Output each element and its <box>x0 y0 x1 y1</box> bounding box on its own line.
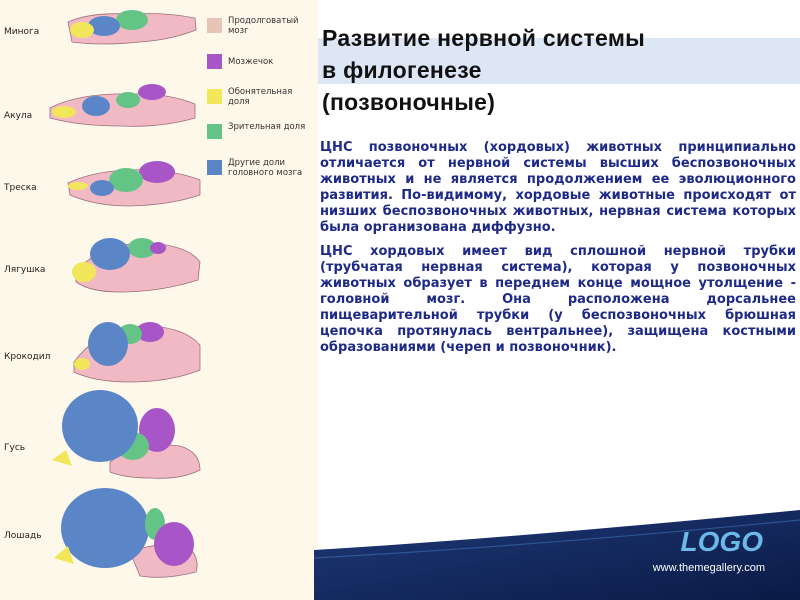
species-label-frog: Лягушка <box>4 265 46 275</box>
species-label-horse: Лошадь <box>4 531 42 541</box>
legend-label-cerebellum: Мозжечок <box>228 57 274 67</box>
species-label-goose: Гусь <box>4 443 26 453</box>
species-label-lamprey: Минога <box>4 27 40 37</box>
species-label-shark: Акула <box>4 111 33 121</box>
crocodile-brain <box>74 322 200 382</box>
slide-body <box>320 140 796 364</box>
legend-swatch-olfactory <box>207 89 222 104</box>
species-label-crocodile: Крокодил <box>4 352 51 362</box>
logo-text: LOGO <box>680 526 763 557</box>
goose-brain <box>52 390 200 478</box>
paragraph-2: ЦНС хордовых имеет вид сплошной нервной трубки (трубчатая нервная система), которая у позвоночных животных образует в переднем конце мощное утолщение - головной мозг. Она расположена дорсальнее пищеварительной трубки (у беспозвоночных брюшная цепочка протянулась вентральнее), защищена костными образованиями (череп и позвоночник). <box>320 244 796 355</box>
legend-label-olfactory: Обонятельная доля <box>228 87 293 107</box>
cod-brain <box>68 161 200 206</box>
brain-evolution-figure <box>0 0 318 600</box>
lamprey-brain <box>68 10 196 44</box>
website-text: www.themegallery.com <box>652 562 765 574</box>
legend-label-other: Другие доли головного мозга <box>228 158 303 178</box>
legend-swatch-medulla <box>207 18 222 33</box>
legend-swatch-other <box>207 160 222 175</box>
paragraph-1: ЦНС позвоночных (хордовых) животных принципиально отличается от нервной системы высших беспозвоночных животных и не является продолжением ее эволюционного развития. По-видимому, хордовые животные происходят от низших беспозвоночных животных, нервная система которых была организована диффузно. <box>320 140 796 235</box>
footer-banner <box>314 510 800 600</box>
species-label-cod: Треска <box>4 183 37 193</box>
horse-brain <box>54 488 197 577</box>
title-line-2: в филогенезе <box>322 57 482 83</box>
frog-brain <box>72 238 200 292</box>
legend-label-medulla: Продолговатый мозг <box>228 16 299 36</box>
title-line-3: (позвоночные) <box>322 89 496 115</box>
legend-swatch-cerebellum <box>207 54 222 69</box>
slide-title <box>322 22 792 118</box>
shark-brain <box>50 84 195 126</box>
title-line-1: Развитие нервной системы <box>322 25 646 51</box>
legend-label-optic: Зрительная доля <box>228 122 306 132</box>
legend-swatch-optic <box>207 124 222 139</box>
